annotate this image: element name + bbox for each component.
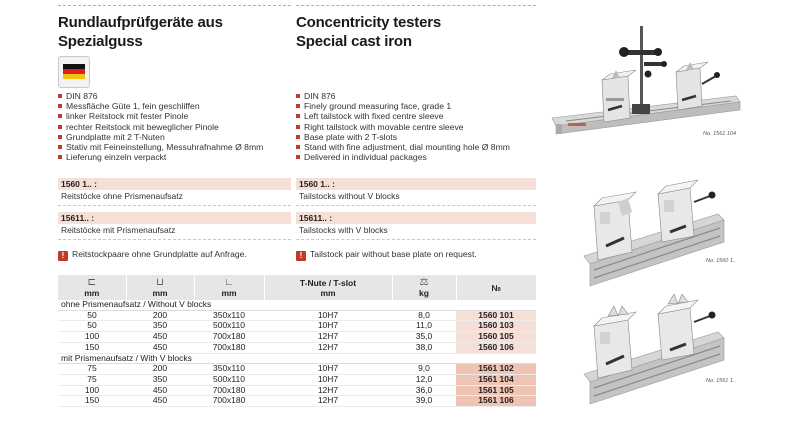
feature-item: rechter Reitstock mit beweglicher Pinole xyxy=(58,122,263,132)
table-row xyxy=(58,321,536,332)
features-en xyxy=(296,91,510,162)
feature-item: linker Reitstock mit fester Pinole xyxy=(58,111,263,121)
table-cell: 450 xyxy=(126,385,194,396)
article-number: 1560 106 xyxy=(456,342,536,353)
product-image-no-vblock xyxy=(578,180,738,290)
feature-item: Finely ground measuring face, grade 1 xyxy=(296,101,510,111)
table-cell: 11,0 xyxy=(392,321,456,332)
product-image-stand xyxy=(546,18,746,148)
table-cell: 500x110 xyxy=(194,321,264,332)
article-number: 1560 103 xyxy=(456,321,536,332)
table-cell: 10H7 xyxy=(264,374,392,385)
notice-en-text: Tailstock pair without base plate on request. xyxy=(310,249,477,259)
feature-item: Base plate with 2 T-slots xyxy=(296,132,510,142)
group-label-row: ohne Prismenaufsatz / Without V blocks xyxy=(58,300,536,310)
table-cell: 450 xyxy=(126,342,194,353)
table-cell: 350 xyxy=(126,374,194,385)
table-cell: 700x180 xyxy=(194,342,264,353)
article-number: 1560 101 xyxy=(456,310,536,321)
weight-icon: ⚖ xyxy=(419,276,429,288)
table-cell: 450 xyxy=(126,332,194,343)
header-number: № xyxy=(456,275,536,300)
group1-desc-en: Tailstocks without V blocks xyxy=(299,191,400,201)
warning-icon: ! xyxy=(58,251,68,261)
feature-item: Delivered in individual packages xyxy=(296,152,510,162)
feature-item: Stand with fine adjustment, dial mounting hole Ø 8mm xyxy=(296,142,510,152)
article-number: 1561 102 xyxy=(456,364,536,375)
center-height-icon: ⊏ xyxy=(87,276,96,288)
divider xyxy=(58,239,291,240)
table-cell: 12H7 xyxy=(264,342,392,353)
table-cell: 700x180 xyxy=(194,332,264,343)
table-cell: 150 xyxy=(58,396,126,407)
table-cell: 100 xyxy=(58,332,126,343)
table-cell: 35,0 xyxy=(392,332,456,343)
table-cell: 350x110 xyxy=(194,364,264,375)
header-base-size: ∟ mm xyxy=(194,275,264,300)
table-cell: 10H7 xyxy=(264,364,392,375)
table-cell: 36,0 xyxy=(392,385,456,396)
image-caption: No. 1561 1.. xyxy=(706,378,736,384)
title-de xyxy=(58,13,223,51)
table-cell: 12H7 xyxy=(264,396,392,407)
table-row xyxy=(58,310,536,321)
divider xyxy=(296,205,536,206)
notice-de-text: Reitstockpaare ohne Grundplatte auf Anfrage. xyxy=(72,249,247,259)
table-row xyxy=(58,342,536,353)
header-center-distance: ⊔ mm xyxy=(126,275,194,300)
feature-item: Messfläche Güte 1, fein geschliffen xyxy=(58,101,263,111)
group2-desc-de: Reitstöcke mit Prismenaufsatz xyxy=(61,225,176,235)
article-number: 1560 105 xyxy=(456,332,536,343)
image-caption: No. 1561 104 xyxy=(703,131,737,137)
notice-de xyxy=(58,248,247,261)
spec-table xyxy=(58,275,536,407)
divider xyxy=(58,205,291,206)
table-cell: 700x180 xyxy=(194,396,264,407)
article-number: 1561 105 xyxy=(456,385,536,396)
features-de xyxy=(58,91,263,162)
group1-desc-de: Reitstöcke ohne Prismenaufsatz xyxy=(61,191,183,201)
table-cell: 9,0 xyxy=(392,364,456,375)
german-flag-icon xyxy=(58,56,90,88)
title-de-line1: Rundlaufprüfgeräte aus xyxy=(58,14,223,31)
image-caption: No. 1560 1.. xyxy=(706,258,736,264)
table-cell: 10H7 xyxy=(264,321,392,332)
group1-code-en: 1560 1.. : xyxy=(296,178,536,190)
table-cell: 100 xyxy=(58,385,126,396)
group1-code-de: 1560 1.. : xyxy=(58,178,291,190)
title-en-line1: Concentricity testers xyxy=(296,14,442,31)
table-cell: 12H7 xyxy=(264,385,392,396)
table-cell: 150 xyxy=(58,342,126,353)
table-cell: 50 xyxy=(58,310,126,321)
table-body xyxy=(58,300,536,407)
article-number: 1561 106 xyxy=(456,396,536,407)
title-en xyxy=(296,13,441,51)
table-cell: 12H7 xyxy=(264,332,392,343)
group-label-row: mit Prismenaufsatz / With V blocks xyxy=(58,353,536,364)
table-row xyxy=(58,374,536,385)
group2-desc-en: Tailstocks with V blocks xyxy=(299,225,388,235)
table-cell: 50 xyxy=(58,321,126,332)
table-cell: 75 xyxy=(58,364,126,375)
table-cell: 350 xyxy=(126,321,194,332)
feature-item: Right tailstock with movable centre sleeve xyxy=(296,122,510,132)
feature-item: Grundplatte mit 2 T-Nuten xyxy=(58,132,263,142)
warning-icon: ! xyxy=(296,251,306,261)
header-t-slot: T-Nute / T-slot mm xyxy=(264,275,392,300)
title-en-line2: Special cast iron xyxy=(296,33,412,50)
base-size-icon: ∟ xyxy=(224,276,234,288)
table-cell: 500x110 xyxy=(194,374,264,385)
group2-code-en: 15611.. : xyxy=(296,212,536,224)
table-row xyxy=(58,364,536,375)
product-image-vblock xyxy=(578,294,738,409)
divider xyxy=(296,239,536,240)
table-cell: 38,0 xyxy=(392,342,456,353)
top-rule-left xyxy=(58,5,291,6)
group2-code-de: 15611.. : xyxy=(58,212,291,224)
notice-en xyxy=(296,248,477,261)
table-row xyxy=(58,385,536,396)
header-weight: ⚖ kg xyxy=(392,275,456,300)
feature-item: Lieferung einzeln verpackt xyxy=(58,152,263,162)
table-cell: 450 xyxy=(126,396,194,407)
feature-item: Stativ mit Feineinstellung, Messuhrafnahme Ø 8mm xyxy=(58,142,263,152)
table-row xyxy=(58,332,536,343)
table-cell: 8,0 xyxy=(392,310,456,321)
feature-item: DIN 876 xyxy=(296,91,510,101)
table-cell: 700x180 xyxy=(194,385,264,396)
table-cell: 200 xyxy=(126,310,194,321)
feature-item: Left tailstock with fixed centre sleeve xyxy=(296,111,510,121)
table-cell: 12,0 xyxy=(392,374,456,385)
table-row xyxy=(58,396,536,407)
top-rule-right xyxy=(296,5,536,6)
table-cell: 75 xyxy=(58,374,126,385)
header-center-height: ⊏ mm xyxy=(58,275,126,300)
title-de-line2: Spezialguss xyxy=(58,33,143,50)
table-cell: 350x110 xyxy=(194,310,264,321)
feature-item: DIN 876 xyxy=(58,91,263,101)
center-distance-icon: ⊔ xyxy=(156,276,164,288)
table-cell: 200 xyxy=(126,364,194,375)
table-cell: 10H7 xyxy=(264,310,392,321)
article-number: 1561 104 xyxy=(456,374,536,385)
table-cell: 39,0 xyxy=(392,396,456,407)
table-header-row xyxy=(58,275,536,300)
